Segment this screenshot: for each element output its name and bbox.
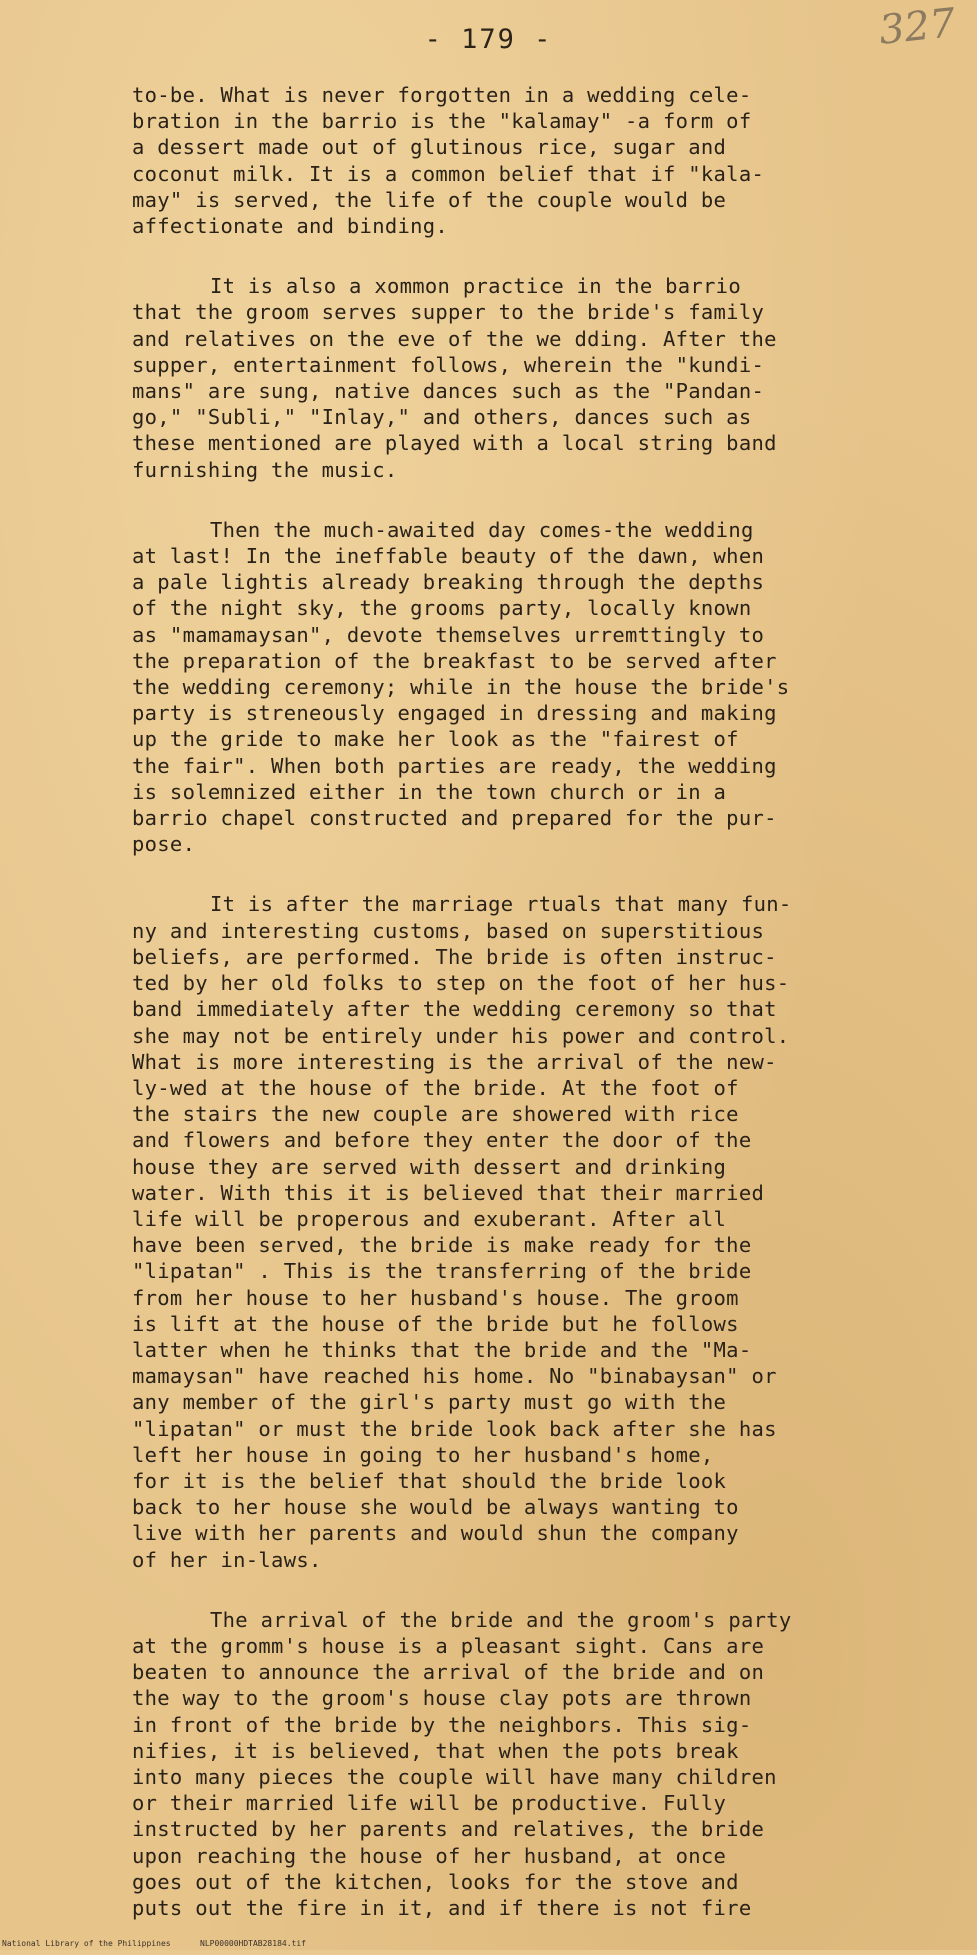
text-line: beliefs, are performed. The bride is often instruc- [132,944,777,969]
text-line: for it is the belief that should the bride look [132,1468,727,1493]
text-line: is lift at the house of the bride but he follows [132,1311,739,1336]
text-line: is solemnized either in the town church or in a [132,779,727,804]
footer-file-name: NLP00000HDTAB28184.tif [200,1939,306,1948]
text-line: party is streneously engaged in dressing and making [132,701,777,726]
footer-library-name: National Library of the Philippines [2,1939,171,1948]
text-line: "lipatan" or must the bride look back after she has [132,1416,777,1441]
text-line: It is after the marriage rtuals that many fun- [210,892,792,917]
paragraph [132,82,932,239]
text-line: at the gromm's house is a pleasant sight. Cans are [132,1633,765,1658]
paragraph [132,273,932,483]
text-line: live with her parents and would shun the company [132,1521,739,1546]
text-line: any member of the girl's party must go with the [132,1390,727,1415]
text-line: the fair". When both parties are ready, the wedding [132,753,777,778]
text-line: mamaysan" have reached his home. No "binabaysan" or [132,1364,777,1389]
text-line: in front of the bride by the neighbors. This sig- [132,1712,752,1737]
text-line: at last! In the ineffable beauty of the dawn, when [132,544,765,569]
text-line: a pale lightis already breaking through the depths [132,570,765,595]
text-line: "lipatan" . This is the transferring of the bride [132,1259,752,1284]
text-line: nifies, it is believed, that when the pots break [132,1738,739,1763]
text-line: band immediately after the wedding ceremony so that [132,997,777,1022]
text-line: into many pieces the couple will have many children [132,1764,777,1789]
text-line: puts out the fire in it, and if there is not fire [132,1896,752,1920]
text-line: up the gride to make her look as the "fairest of [132,727,739,752]
text-line: mans" are sung, native dances such as the "Pandan- [132,379,765,404]
text-line: The arrival of the bride and the groom's party [210,1607,792,1632]
paragraph [132,517,932,858]
text-line: the preparation of the breakfast to be served after [132,648,777,673]
text-line: life will be properous and exuberant. After all [132,1206,727,1231]
text-line: and relatives on the eve of the we dding. After the [132,326,777,351]
text-line: may" is served, the life of the couple would be [132,187,727,212]
text-line: she may not be entirely under his power and control. [132,1023,790,1048]
text-line: as "mamamaysan", devote themselves urremttingly to [132,622,765,647]
text-line: upon reaching the house of her husband, at once [132,1843,727,1868]
text-line: What is more interesting is the arrival of the new- [132,1049,777,1074]
text-line: supper, entertainment follows, wherein the "kundi- [132,352,765,377]
text-line: that the groom serves supper to the bride's family [132,300,765,325]
text-line: the way to the groom's house clay pots are thrown [132,1686,752,1711]
scan-footer [0,1934,977,1948]
text-line: house they are served with dessert and drinking [132,1154,727,1179]
text-line: the wedding ceremony; while in the house the bride's [132,675,790,700]
text-line: of her in-laws. [132,1547,322,1572]
text-line: back to her house she would be always wanting to [132,1495,739,1520]
text-line: and flowers and before they enter the door of the [132,1128,752,1153]
document-body [132,82,932,1955]
text-line: from her house to her husband's house. The groom [132,1285,739,1310]
text-line: ny and interesting customs, based on superstitious [132,918,765,943]
text-line: ly-wed at the house of the bride. At the foot of [132,1075,739,1100]
text-line: go," "Subli," "Inlay," and others, dances such as [132,405,752,430]
text-line: coconut milk. It is a common belief that if "kala- [132,161,765,186]
text-line: affectionate and binding. [132,214,449,239]
text-line: the stairs the new couple are showered with rice [132,1102,739,1127]
text-line: barrio chapel constructed and prepared for the pur- [132,806,777,831]
text-line: or their married life will be productive. Fully [132,1791,727,1816]
paragraph [132,1607,932,1921]
text-line: a dessert made out of glutinous rice, sugar and [132,135,727,160]
text-line: water. With this it is believed that their married [132,1180,765,1205]
text-line: have been served, the bride is make ready for the [132,1233,752,1258]
handwritten-page-number: 327 [876,0,958,54]
text-line: furnishing the music. [132,457,398,482]
text-line: pose. [132,832,196,857]
text-line: bration in the barrio is the "kalamay" -a form of [132,109,752,134]
text-line: these mentioned are played with a local string band [132,431,777,456]
text-line: latter when he thinks that the bride and the "Ma- [132,1337,752,1362]
text-line: beaten to announce the arrival of the bride and on [132,1660,765,1685]
text-line: Then the much-awaited day comes-the wedding [210,517,754,542]
text-line: instructed by her parents and relatives, the bride [132,1817,765,1842]
text-line: to-be. What is never forgotten in a wedding cele- [132,83,752,107]
text-line: It is also a xommon practice in the barrio [210,274,741,299]
paragraph [132,891,932,1572]
page-number: - 179 - [424,24,553,55]
text-line: left her house in going to her husband's home, [132,1442,714,1467]
text-line: ted by her old folks to step on the foot of her hus- [132,971,790,996]
text-line: goes out of the kitchen, looks for the stove and [132,1869,739,1894]
text-line: of the night sky, the grooms party, locally known [132,596,752,621]
